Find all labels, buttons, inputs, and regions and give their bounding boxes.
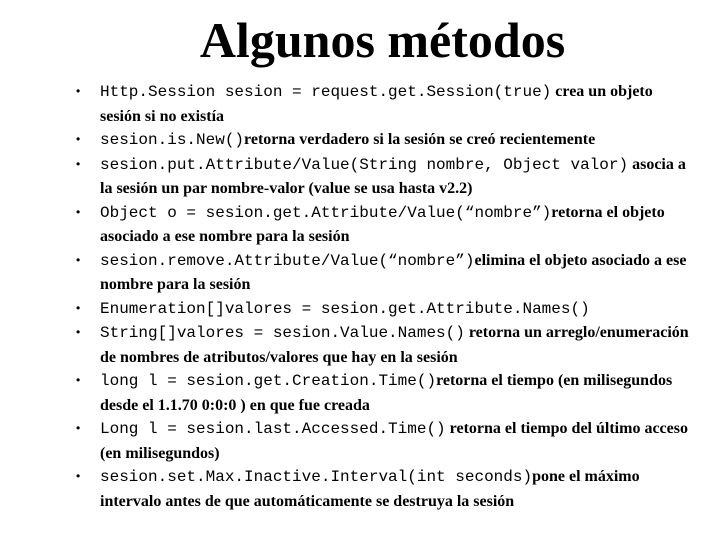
bullet-text: crea un objeto sesión si no existía [100,83,653,125]
bullet-code: sesion.is.New() [100,131,245,149]
bullet-code: Http.Session sesion = request.get.Session(true) [100,83,552,101]
bullet-item [72,369,692,417]
bullet-code: sesion.put.Attribute/Value(String nombre, Object valor) [100,155,629,174]
bullet-dot-icon: • [76,421,81,435]
bullet-code: Enumeration[]valores = sesion.get.Attribute.Names() [100,299,590,318]
bullet-dot-icon: • [76,132,81,146]
bullet-text: retorna el objeto asociado a ese nombre para la sesión [100,203,665,245]
bullet-text: asocia a la sesión un par nombre-valor (value se usa hasta v2.2) [100,155,686,197]
bullet-item [72,297,692,322]
bullet-dot-icon: • [76,204,81,219]
bullet-code: Object o = sesion.get.Attribute/Value(“nombre”) [100,203,552,222]
bullet-text: retorna el tiempo del último acceso (en milisegundos) [100,420,688,462]
bullet-code: sesion.remove.Attribute/Value(“nombre”) [100,251,475,270]
bullet-dot-icon: • [76,469,81,483]
bullet-item [72,201,692,249]
bullet-text: pone el máximo intervalo antes de que automáticamente se destruya la sesión [100,468,640,510]
bullet-text: retorna un arreglo/enumeración de nombres de atributos/valores que hay en la sesión [100,324,689,366]
bullet-dot-icon: • [76,252,81,267]
bullet-item [72,153,692,201]
bullet-text: retorna el tiempo (en milisegundos desde el 1.1.70 0:0:0 ) en que fue creada [100,372,673,414]
bullet-dot-icon: • [76,373,81,387]
bullet-code: Long l = sesion.last.Accessed.Time() [100,420,446,438]
bullet-item [72,321,692,369]
bullet-item [72,465,692,513]
bullet-dot-icon: • [76,156,81,171]
bullet-dot-icon: • [76,325,81,339]
bullet-text: retorna verdadero si la sesión se creó recientemente [244,131,596,148]
bullet-code: sesion.set.Max.Inactive.Interval(int seconds) [100,468,533,486]
bullet-item [72,128,692,153]
bullet-item [72,417,692,465]
bullet-item [72,80,692,128]
bullet-code: String[]valores = sesion.Value.Names() [100,324,465,342]
bullet-text: elimina el objeto asociado a ese nombre para la sesión [100,251,687,293]
slide-title: Algunos métodos [199,12,566,68]
bullet-item [72,249,692,297]
bullet-code: long l = sesion.get.Creation.Time() [100,372,437,390]
bullet-dot-icon: • [76,84,81,98]
bullet-list [72,80,692,513]
bullet-dot-icon: • [76,300,81,315]
